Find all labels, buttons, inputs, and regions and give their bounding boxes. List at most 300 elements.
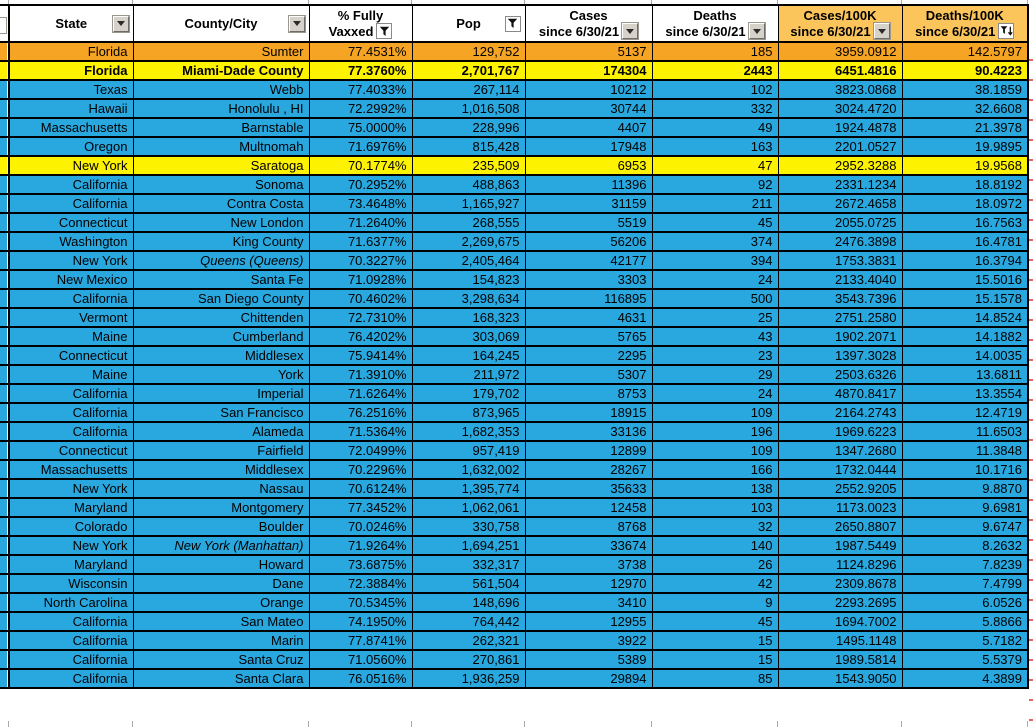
cell-county[interactable]: Alameda bbox=[133, 422, 309, 441]
cell-vaxxed[interactable]: 71.2640% bbox=[309, 213, 412, 232]
cell-cases100k[interactable]: 2293.2695 bbox=[778, 593, 902, 612]
cell-cases[interactable]: 56206 bbox=[525, 232, 652, 251]
cell-vaxxed[interactable]: 77.4033% bbox=[309, 80, 412, 99]
cell-deaths[interactable]: 29 bbox=[652, 365, 778, 384]
cell-county[interactable]: Sonoma bbox=[133, 175, 309, 194]
cell-cases[interactable]: 17948 bbox=[525, 137, 652, 156]
cell-deaths100k[interactable]: 14.1882 bbox=[902, 327, 1028, 346]
cutoff-column-cell bbox=[0, 194, 9, 213]
cell-state[interactable]: California bbox=[9, 289, 133, 308]
column-header-deaths[interactable] bbox=[652, 5, 778, 42]
cell-vaxxed[interactable]: 70.3227% bbox=[309, 251, 412, 270]
cell-cases100k[interactable]: 6451.4816 bbox=[778, 61, 902, 80]
cell-deaths[interactable]: 196 bbox=[652, 422, 778, 441]
cell-deaths100k[interactable]: 19.9895 bbox=[902, 137, 1028, 156]
cell-state[interactable]: Maine bbox=[9, 365, 133, 384]
cell-cases100k[interactable]: 1397.3028 bbox=[778, 346, 902, 365]
cell-county[interactable]: Orange bbox=[133, 593, 309, 612]
cell-deaths[interactable]: 49 bbox=[652, 118, 778, 137]
cell-cases[interactable]: 33136 bbox=[525, 422, 652, 441]
column-header-pop[interactable] bbox=[412, 5, 525, 42]
cell-county[interactable]: Multnomah bbox=[133, 137, 309, 156]
cell-state[interactable]: New York bbox=[9, 251, 133, 270]
cell-vaxxed[interactable]: 73.6875% bbox=[309, 555, 412, 574]
cell-state[interactable]: California bbox=[9, 612, 133, 631]
cell-vaxxed[interactable]: 70.2952% bbox=[309, 175, 412, 194]
cell-pop[interactable]: 2,701,767 bbox=[412, 61, 525, 80]
cell-cases[interactable]: 12970 bbox=[525, 574, 652, 593]
cell-state[interactable]: Connecticut bbox=[9, 346, 133, 365]
cell-state[interactable]: Maryland bbox=[9, 498, 133, 517]
cell-deaths[interactable]: 26 bbox=[652, 555, 778, 574]
cell-vaxxed[interactable]: 71.6264% bbox=[309, 384, 412, 403]
cell-deaths100k[interactable]: 5.7182 bbox=[902, 631, 1028, 650]
down-triangle-glyph bbox=[626, 29, 634, 34]
filter-dropdown-icon[interactable] bbox=[113, 16, 129, 32]
cell-cases100k[interactable]: 2055.0725 bbox=[778, 213, 902, 232]
cell-deaths100k[interactable]: 7.4799 bbox=[902, 574, 1028, 593]
down-triangle-glyph bbox=[293, 21, 301, 26]
cell-pop[interactable]: 957,419 bbox=[412, 441, 525, 460]
cell-cases100k[interactable]: 1694.7002 bbox=[778, 612, 902, 631]
cell-state[interactable]: New York bbox=[9, 156, 133, 175]
table-row bbox=[0, 422, 1028, 441]
cell-deaths100k[interactable]: 10.1716 bbox=[902, 460, 1028, 479]
cell-pop[interactable]: 764,442 bbox=[412, 612, 525, 631]
table-row bbox=[0, 80, 1028, 99]
cell-cases100k[interactable]: 1924.4878 bbox=[778, 118, 902, 137]
cell-county[interactable]: Barnstable bbox=[133, 118, 309, 137]
cell-pop[interactable]: 268,555 bbox=[412, 213, 525, 232]
cell-pop[interactable]: 303,069 bbox=[412, 327, 525, 346]
cell-pop[interactable]: 164,245 bbox=[412, 346, 525, 365]
cell-cases[interactable]: 29894 bbox=[525, 669, 652, 688]
cell-cases[interactable]: 3303 bbox=[525, 270, 652, 289]
cell-pop[interactable]: 154,823 bbox=[412, 270, 525, 289]
cell-county[interactable]: San Mateo bbox=[133, 612, 309, 631]
cell-vaxxed[interactable]: 71.5364% bbox=[309, 422, 412, 441]
cell-state[interactable]: California bbox=[9, 403, 133, 422]
cell-deaths[interactable]: 23 bbox=[652, 346, 778, 365]
cell-vaxxed[interactable]: 73.4648% bbox=[309, 194, 412, 213]
cell-deaths[interactable]: 24 bbox=[652, 384, 778, 403]
cell-deaths100k[interactable]: 38.1859 bbox=[902, 80, 1028, 99]
cell-cases[interactable]: 3922 bbox=[525, 631, 652, 650]
cell-county[interactable]: Howard bbox=[133, 555, 309, 574]
cell-deaths[interactable]: 92 bbox=[652, 175, 778, 194]
cell-cases100k[interactable]: 1173.0023 bbox=[778, 498, 902, 517]
cell-pop[interactable]: 270,861 bbox=[412, 650, 525, 669]
cell-pop[interactable]: 330,758 bbox=[412, 517, 525, 536]
cell-state[interactable]: California bbox=[9, 422, 133, 441]
cell-county[interactable]: Fairfield bbox=[133, 441, 309, 460]
cell-cases[interactable]: 42177 bbox=[525, 251, 652, 270]
cell-cases100k[interactable]: 2650.8807 bbox=[778, 517, 902, 536]
cell-vaxxed[interactable]: 77.8741% bbox=[309, 631, 412, 650]
cell-county[interactable]: Queens (Queens) bbox=[133, 251, 309, 270]
cell-deaths[interactable]: 140 bbox=[652, 536, 778, 555]
cell-cases100k[interactable]: 1543.9050 bbox=[778, 669, 902, 688]
cell-deaths100k[interactable]: 14.0035 bbox=[902, 346, 1028, 365]
cell-pop[interactable]: 815,428 bbox=[412, 137, 525, 156]
cell-deaths[interactable]: 109 bbox=[652, 403, 778, 422]
filter-dropdown-icon[interactable] bbox=[749, 23, 765, 39]
cell-pop[interactable]: 488,863 bbox=[412, 175, 525, 194]
cell-deaths100k[interactable]: 16.4781 bbox=[902, 232, 1028, 251]
cell-pop[interactable]: 168,323 bbox=[412, 308, 525, 327]
cell-pop[interactable]: 2,269,675 bbox=[412, 232, 525, 251]
column-header-vaxxed[interactable] bbox=[309, 5, 412, 42]
cell-county[interactable]: Santa Cruz bbox=[133, 650, 309, 669]
cell-cases100k[interactable]: 2952.3288 bbox=[778, 156, 902, 175]
cell-deaths100k[interactable]: 8.2632 bbox=[902, 536, 1028, 555]
cell-pop[interactable]: 1,936,259 bbox=[412, 669, 525, 688]
cell-deaths[interactable]: 15 bbox=[652, 631, 778, 650]
cell-cases[interactable]: 3738 bbox=[525, 555, 652, 574]
cell-pop[interactable]: 267,114 bbox=[412, 80, 525, 99]
cell-cases[interactable]: 33674 bbox=[525, 536, 652, 555]
column-header-deaths100k[interactable] bbox=[902, 5, 1028, 42]
cell-deaths100k[interactable]: 6.0526 bbox=[902, 593, 1028, 612]
cell-state[interactable]: Oregon bbox=[9, 137, 133, 156]
cell-deaths[interactable]: 2443 bbox=[652, 61, 778, 80]
cell-cases100k[interactable]: 2201.0527 bbox=[778, 137, 902, 156]
cell-cases[interactable]: 3410 bbox=[525, 593, 652, 612]
cell-county[interactable]: Montgomery bbox=[133, 498, 309, 517]
cell-cases[interactable]: 11396 bbox=[525, 175, 652, 194]
cell-cases100k[interactable]: 1347.2680 bbox=[778, 441, 902, 460]
cell-state[interactable]: California bbox=[9, 384, 133, 403]
cell-pop[interactable]: 262,321 bbox=[412, 631, 525, 650]
cell-county[interactable]: Miami-Dade County bbox=[133, 61, 309, 80]
cell-vaxxed[interactable]: 76.0516% bbox=[309, 669, 412, 688]
cell-county[interactable]: Saratoga bbox=[133, 156, 309, 175]
column-header-cases100k[interactable] bbox=[778, 5, 902, 42]
cell-deaths[interactable]: 103 bbox=[652, 498, 778, 517]
cell-cases[interactable]: 30744 bbox=[525, 99, 652, 118]
cell-vaxxed[interactable]: 75.0000% bbox=[309, 118, 412, 137]
cell-pop[interactable]: 1,062,061 bbox=[412, 498, 525, 517]
cell-pop[interactable]: 179,702 bbox=[412, 384, 525, 403]
cell-vaxxed[interactable]: 70.0246% bbox=[309, 517, 412, 536]
cell-cases[interactable]: 18915 bbox=[525, 403, 652, 422]
cell-state[interactable]: Connecticut bbox=[9, 441, 133, 460]
cell-deaths[interactable]: 500 bbox=[652, 289, 778, 308]
cell-county[interactable]: Contra Costa bbox=[133, 194, 309, 213]
cell-pop[interactable]: 1,395,774 bbox=[412, 479, 525, 498]
filter-applied-icon[interactable] bbox=[376, 23, 392, 39]
cell-cases100k[interactable]: 1753.3831 bbox=[778, 251, 902, 270]
cell-vaxxed[interactable]: 70.1774% bbox=[309, 156, 412, 175]
cell-county[interactable]: King County bbox=[133, 232, 309, 251]
cell-vaxxed[interactable]: 70.2296% bbox=[309, 460, 412, 479]
cell-pop[interactable]: 1,682,353 bbox=[412, 422, 525, 441]
cell-vaxxed[interactable]: 72.3884% bbox=[309, 574, 412, 593]
cell-pop[interactable]: 129,752 bbox=[412, 42, 525, 61]
cell-deaths100k[interactable]: 5.5379 bbox=[902, 650, 1028, 669]
cell-pop[interactable]: 2,405,464 bbox=[412, 251, 525, 270]
cell-cases[interactable]: 5307 bbox=[525, 365, 652, 384]
cell-cases[interactable]: 2295 bbox=[525, 346, 652, 365]
cell-state[interactable]: Massachusetts bbox=[9, 460, 133, 479]
cell-county[interactable]: Boulder bbox=[133, 517, 309, 536]
filter-dropdown-icon[interactable] bbox=[289, 16, 305, 32]
cell-state[interactable]: California bbox=[9, 669, 133, 688]
cell-deaths[interactable]: 25 bbox=[652, 308, 778, 327]
cell-cases100k[interactable]: 2331.1234 bbox=[778, 175, 902, 194]
cell-deaths100k[interactable]: 11.3848 bbox=[902, 441, 1028, 460]
cell-cases[interactable]: 31159 bbox=[525, 194, 652, 213]
filter-dropdown-icon[interactable] bbox=[874, 23, 890, 39]
cell-pop[interactable]: 3,298,634 bbox=[412, 289, 525, 308]
cell-vaxxed[interactable]: 72.0499% bbox=[309, 441, 412, 460]
cell-vaxxed[interactable]: 71.0560% bbox=[309, 650, 412, 669]
cell-cases100k[interactable]: 1902.2071 bbox=[778, 327, 902, 346]
cell-deaths100k[interactable]: 15.1578 bbox=[902, 289, 1028, 308]
filter-applied-icon[interactable] bbox=[505, 16, 521, 32]
column-subtitle: since 6/30/21 bbox=[790, 23, 871, 39]
cell-county[interactable]: Marin bbox=[133, 631, 309, 650]
cell-deaths100k[interactable]: 16.7563 bbox=[902, 213, 1028, 232]
cell-county[interactable]: Santa Fe bbox=[133, 270, 309, 289]
cell-cases100k[interactable]: 1969.6223 bbox=[778, 422, 902, 441]
cell-cases100k[interactable]: 3959.0912 bbox=[778, 42, 902, 61]
cell-state[interactable]: Connecticut bbox=[9, 213, 133, 232]
cell-pop[interactable]: 1,632,002 bbox=[412, 460, 525, 479]
cell-deaths[interactable]: 9 bbox=[652, 593, 778, 612]
cell-deaths100k[interactable]: 32.6608 bbox=[902, 99, 1028, 118]
cell-pop[interactable]: 211,972 bbox=[412, 365, 525, 384]
cell-pop[interactable]: 1,694,251 bbox=[412, 536, 525, 555]
cell-cases100k[interactable]: 2309.8678 bbox=[778, 574, 902, 593]
column-header-county[interactable] bbox=[133, 5, 309, 42]
cell-pop[interactable]: 1,165,927 bbox=[412, 194, 525, 213]
cell-deaths100k[interactable]: 4.3899 bbox=[902, 669, 1028, 688]
cell-deaths[interactable]: 138 bbox=[652, 479, 778, 498]
cell-cases[interactable]: 116895 bbox=[525, 289, 652, 308]
cell-vaxxed[interactable]: 76.4202% bbox=[309, 327, 412, 346]
cell-county[interactable]: Nassau bbox=[133, 479, 309, 498]
cell-county[interactable]: Chittenden bbox=[133, 308, 309, 327]
cell-deaths[interactable]: 32 bbox=[652, 517, 778, 536]
cell-cases100k[interactable]: 2476.3898 bbox=[778, 232, 902, 251]
cell-deaths[interactable]: 374 bbox=[652, 232, 778, 251]
cell-pop[interactable]: 561,504 bbox=[412, 574, 525, 593]
gridline-tick bbox=[411, 721, 412, 727]
cell-cases100k[interactable]: 3024.4720 bbox=[778, 99, 902, 118]
cell-county[interactable]: Santa Clara bbox=[133, 669, 309, 688]
cell-state[interactable]: New York bbox=[9, 536, 133, 555]
cell-cases[interactable]: 4407 bbox=[525, 118, 652, 137]
cell-deaths[interactable]: 42 bbox=[652, 574, 778, 593]
cell-cases[interactable]: 174304 bbox=[525, 61, 652, 80]
cell-state[interactable]: Maine bbox=[9, 327, 133, 346]
cell-deaths100k[interactable]: 90.4223 bbox=[902, 61, 1028, 80]
cell-cases100k[interactable]: 1989.5814 bbox=[778, 650, 902, 669]
cell-vaxxed[interactable]: 76.2516% bbox=[309, 403, 412, 422]
cell-cases[interactable]: 12458 bbox=[525, 498, 652, 517]
cell-deaths[interactable]: 185 bbox=[652, 42, 778, 61]
cell-state[interactable]: California bbox=[9, 631, 133, 650]
cell-cases100k[interactable]: 2133.4040 bbox=[778, 270, 902, 289]
cell-deaths[interactable]: 43 bbox=[652, 327, 778, 346]
cell-county[interactable]: Imperial bbox=[133, 384, 309, 403]
cell-pop[interactable]: 235,509 bbox=[412, 156, 525, 175]
column-header-state[interactable] bbox=[9, 5, 133, 42]
cell-county[interactable]: San Francisco bbox=[133, 403, 309, 422]
cell-county[interactable]: Middlesex bbox=[133, 346, 309, 365]
cell-vaxxed[interactable]: 72.7310% bbox=[309, 308, 412, 327]
cell-cases100k[interactable]: 3543.7396 bbox=[778, 289, 902, 308]
cell-deaths100k[interactable]: 7.8239 bbox=[902, 555, 1028, 574]
cell-county[interactable]: Honolulu , HI bbox=[133, 99, 309, 118]
cell-vaxxed[interactable]: 72.2992% bbox=[309, 99, 412, 118]
cell-vaxxed[interactable]: 75.9414% bbox=[309, 346, 412, 365]
cell-cases[interactable]: 10212 bbox=[525, 80, 652, 99]
cell-cases[interactable]: 12899 bbox=[525, 441, 652, 460]
cell-state[interactable]: California bbox=[9, 194, 133, 213]
cell-deaths100k[interactable]: 9.6981 bbox=[902, 498, 1028, 517]
cell-deaths100k[interactable]: 18.8192 bbox=[902, 175, 1028, 194]
cell-deaths100k[interactable]: 16.3794 bbox=[902, 251, 1028, 270]
cell-deaths[interactable]: 166 bbox=[652, 460, 778, 479]
cell-cases100k[interactable]: 1124.8296 bbox=[778, 555, 902, 574]
cell-cases100k[interactable]: 2552.9205 bbox=[778, 479, 902, 498]
cell-deaths[interactable]: 47 bbox=[652, 156, 778, 175]
cell-pop[interactable]: 228,996 bbox=[412, 118, 525, 137]
cell-county[interactable]: Dane bbox=[133, 574, 309, 593]
cell-deaths[interactable]: 109 bbox=[652, 441, 778, 460]
cell-state[interactable]: New Mexico bbox=[9, 270, 133, 289]
cutoff-column-cell bbox=[0, 232, 9, 251]
cell-deaths100k[interactable]: 15.5016 bbox=[902, 270, 1028, 289]
cell-vaxxed[interactable]: 77.3452% bbox=[309, 498, 412, 517]
cell-cases[interactable]: 8768 bbox=[525, 517, 652, 536]
cell-deaths[interactable]: 24 bbox=[652, 270, 778, 289]
cell-vaxxed[interactable]: 74.1950% bbox=[309, 612, 412, 631]
cell-deaths100k[interactable]: 5.8866 bbox=[902, 612, 1028, 631]
cell-deaths[interactable]: 85 bbox=[652, 669, 778, 688]
cell-cases100k[interactable]: 4870.8417 bbox=[778, 384, 902, 403]
cell-county[interactable]: New London bbox=[133, 213, 309, 232]
cell-pop[interactable]: 332,317 bbox=[412, 555, 525, 574]
cell-deaths100k[interactable]: 19.9568 bbox=[902, 156, 1028, 175]
cell-vaxxed[interactable]: 71.6976% bbox=[309, 137, 412, 156]
cell-pop[interactable]: 148,696 bbox=[412, 593, 525, 612]
cell-cases[interactable]: 4631 bbox=[525, 308, 652, 327]
cell-cases[interactable]: 5519 bbox=[525, 213, 652, 232]
cell-cases[interactable]: 8753 bbox=[525, 384, 652, 403]
table-body bbox=[0, 42, 1028, 688]
cell-state[interactable]: Vermont bbox=[9, 308, 133, 327]
cell-state[interactable]: Hawaii bbox=[9, 99, 133, 118]
cell-cases[interactable]: 5137 bbox=[525, 42, 652, 61]
cell-cases100k[interactable]: 2164.2743 bbox=[778, 403, 902, 422]
cell-deaths[interactable]: 15 bbox=[652, 650, 778, 669]
cell-state[interactable]: California bbox=[9, 175, 133, 194]
cell-county[interactable]: Middlesex bbox=[133, 460, 309, 479]
cell-state[interactable]: Florida bbox=[9, 61, 133, 80]
cell-deaths100k[interactable]: 12.4719 bbox=[902, 403, 1028, 422]
cell-deaths[interactable]: 332 bbox=[652, 99, 778, 118]
cell-deaths[interactable]: 45 bbox=[652, 612, 778, 631]
cell-county[interactable]: New York (Manhattan) bbox=[133, 536, 309, 555]
filter-dropdown-icon[interactable] bbox=[622, 23, 638, 39]
cell-deaths100k[interactable]: 18.0972 bbox=[902, 194, 1028, 213]
cell-vaxxed[interactable]: 71.3910% bbox=[309, 365, 412, 384]
cell-state[interactable]: Wisconsin bbox=[9, 574, 133, 593]
filter-sort-descending-icon[interactable] bbox=[998, 23, 1014, 39]
gridline-tick bbox=[308, 721, 309, 727]
cell-vaxxed[interactable]: 71.0928% bbox=[309, 270, 412, 289]
cell-state[interactable]: Washington bbox=[9, 232, 133, 251]
cell-deaths100k[interactable]: 142.5797 bbox=[902, 42, 1028, 61]
cell-cases100k[interactable]: 2672.4658 bbox=[778, 194, 902, 213]
table-row bbox=[0, 137, 1028, 156]
cell-cases[interactable]: 12955 bbox=[525, 612, 652, 631]
cell-cases[interactable]: 28267 bbox=[525, 460, 652, 479]
cell-deaths100k[interactable]: 9.6747 bbox=[902, 517, 1028, 536]
cell-vaxxed[interactable]: 70.6124% bbox=[309, 479, 412, 498]
cell-state[interactable]: Massachusetts bbox=[9, 118, 133, 137]
cell-cases100k[interactable]: 1987.5449 bbox=[778, 536, 902, 555]
cell-county[interactable]: Cumberland bbox=[133, 327, 309, 346]
cell-cases[interactable]: 6953 bbox=[525, 156, 652, 175]
cell-cases[interactable]: 5765 bbox=[525, 327, 652, 346]
cell-pop[interactable]: 1,016,508 bbox=[412, 99, 525, 118]
cell-deaths100k[interactable]: 13.6811 bbox=[902, 365, 1028, 384]
column-header-cases[interactable] bbox=[525, 5, 652, 42]
cell-deaths[interactable]: 394 bbox=[652, 251, 778, 270]
cell-vaxxed[interactable]: 70.4602% bbox=[309, 289, 412, 308]
cell-vaxxed[interactable]: 71.6377% bbox=[309, 232, 412, 251]
cell-cases100k[interactable]: 2751.2580 bbox=[778, 308, 902, 327]
cell-cases100k[interactable]: 3823.0868 bbox=[778, 80, 902, 99]
cell-vaxxed[interactable]: 77.3760% bbox=[309, 61, 412, 80]
cell-deaths100k[interactable]: 11.6503 bbox=[902, 422, 1028, 441]
cell-county[interactable]: San Diego County bbox=[133, 289, 309, 308]
cell-deaths[interactable]: 163 bbox=[652, 137, 778, 156]
cell-deaths100k[interactable]: 21.3978 bbox=[902, 118, 1028, 137]
cell-vaxxed[interactable]: 77.4531% bbox=[309, 42, 412, 61]
cell-deaths[interactable]: 45 bbox=[652, 213, 778, 232]
cell-cases100k[interactable]: 1732.0444 bbox=[778, 460, 902, 479]
cell-county[interactable]: Sumter bbox=[133, 42, 309, 61]
cell-cases[interactable]: 5389 bbox=[525, 650, 652, 669]
cell-cases[interactable]: 35633 bbox=[525, 479, 652, 498]
cell-deaths[interactable]: 211 bbox=[652, 194, 778, 213]
cell-deaths100k[interactable]: 9.8870 bbox=[902, 479, 1028, 498]
cell-county[interactable]: York bbox=[133, 365, 309, 384]
cell-cases100k[interactable]: 2503.6326 bbox=[778, 365, 902, 384]
cell-deaths100k[interactable]: 14.8524 bbox=[902, 308, 1028, 327]
cell-county[interactable]: Webb bbox=[133, 80, 309, 99]
cell-deaths[interactable]: 102 bbox=[652, 80, 778, 99]
cell-state[interactable]: Maryland bbox=[9, 555, 133, 574]
cell-state[interactable]: Colorado bbox=[9, 517, 133, 536]
cell-state[interactable]: North Carolina bbox=[9, 593, 133, 612]
cell-vaxxed[interactable]: 71.9264% bbox=[309, 536, 412, 555]
cell-vaxxed[interactable]: 70.5345% bbox=[309, 593, 412, 612]
cell-pop[interactable]: 873,965 bbox=[412, 403, 525, 422]
cell-state[interactable]: Florida bbox=[9, 42, 133, 61]
cell-state[interactable]: New York bbox=[9, 479, 133, 498]
cell-deaths100k[interactable]: 13.3554 bbox=[902, 384, 1028, 403]
cell-cases100k[interactable]: 1495.1148 bbox=[778, 631, 902, 650]
cutoff-column-cell bbox=[0, 80, 9, 99]
cell-state[interactable]: Texas bbox=[9, 80, 133, 99]
cell-state[interactable]: California bbox=[9, 650, 133, 669]
